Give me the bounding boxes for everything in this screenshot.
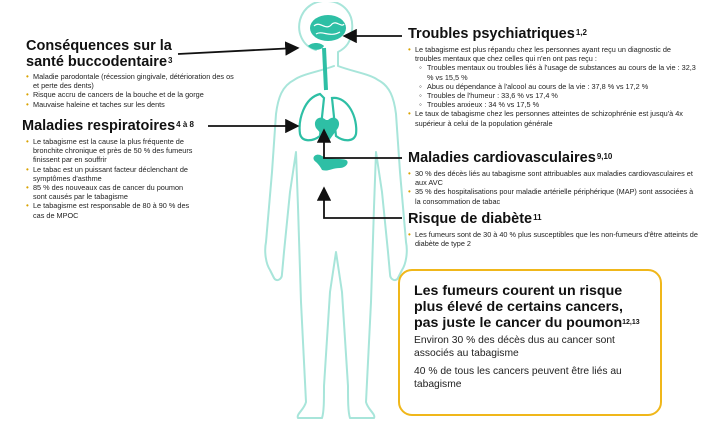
psychiatric-list [408,45,698,128]
list-item: • Les fumeurs sont de 30 à 40 % plus susceptibles que les non-fumeurs d'être atteints de diabète de type 2 [408,230,698,248]
diabetes-list [408,230,698,248]
diabetes-title: Risque de diabète$^{11}$ [408,211,542,227]
list-subitem: ◦ Troubles mentaux ou troubles liés à l'usage de substances au cours de la vie : 32,3 % vs 15,5 % [408,63,698,81]
list-item: • Le taux de tabagisme chez les personnes atteintes de schizophrénie est jusqu'à 4x supérieur à celui de la population générale [408,109,698,127]
psychiatric-ref: 1,2 [575,28,587,37]
cardio-ref: 9,10 [596,152,613,161]
list-item: • Maladie parodontale (récession gingivale, détérioration des os et perte des dents) [26,72,236,90]
list-item: • Le tabac est un puissant facteur déclenchant de symptômes d'asthme [26,165,196,183]
callout-title: Les fumeurs courent un risque plus élevé de certains cancers, pas juste le cancer du poumon$^{12,13}$ [414,283,640,331]
diabetes-ref: 11 [533,213,542,222]
arrow-cardio [324,132,402,158]
list-item: • Mauvaise haleine et taches sur les dents [26,100,236,109]
section-diabetes [408,211,698,248]
list-item: • Le tabagisme est plus répandu chez les personnes ayant reçu un diagnostic de troubles mentaux que chez celles qui n'en ont pas reçu : [408,45,698,63]
oral-title: Conséquences sur la santé buccodentaire$^3$ [26,38,173,70]
section-oral-health [26,38,236,109]
callout-ref: 12,13 [622,319,640,326]
list-item: • Le tabagisme est la cause la plus fréquente de bronchite chronique et près de 50 % des fumeurs finissent par en souffrir [26,137,196,165]
oral-list [26,72,236,109]
respiratory-ref: 4 à 8 [176,120,194,129]
list-item: • 85 % des nouveaux cas de cancer du poumon sont causés par le tabagisme [26,183,196,201]
cancer-callout [398,269,662,416]
oral-ref: 3 [168,56,173,65]
respiratory-title: Maladies respiratoires$^{4 à 8}$ [22,118,194,134]
section-respiratory [22,118,212,220]
callout-text-2: 40 % de tous les cancers peuvent être liés au tabagisme [414,366,622,390]
arrow-diabetes [324,190,402,218]
list-subitem: ◦ Troubles de l'humeur : 33,6 % vs 17,4 % [408,91,698,100]
callout-text-1: Environ 30 % des décès dus au cancer sont associés au tabagisme [414,335,615,359]
section-cardiovascular [408,150,698,206]
cardio-title: Maladies cardiovasculaires$^{9,10}$ [408,150,613,166]
section-psychiatric [408,26,698,128]
list-item: • Risque accru de cancers de la bouche et de la gorge [26,90,236,99]
cardio-list [408,169,698,206]
list-item: • Le tabagisme est responsable de 80 à 90 % des cas de MPOC [26,201,196,219]
list-subitem: ◦ Abus ou dépendance à l'alcool au cours de la vie : 37,8 % vs 17,2 % [408,82,698,91]
list-subitem: ◦ Troubles anxieux : 34 % vs 17,5 % [408,100,698,109]
list-item: • 35 % des hospitalisations pour maladie artérielle périphérique (MAP) sont associées à la consommation de tabac [408,187,698,205]
psychiatric-title: Troubles psychiatriques$^{1,2}$ [408,26,587,42]
list-item: • 30 % des décès liés au tabagisme sont attribuables aux maladies cardiovasculaires et aux AVC [408,169,698,187]
respiratory-list [26,137,196,220]
